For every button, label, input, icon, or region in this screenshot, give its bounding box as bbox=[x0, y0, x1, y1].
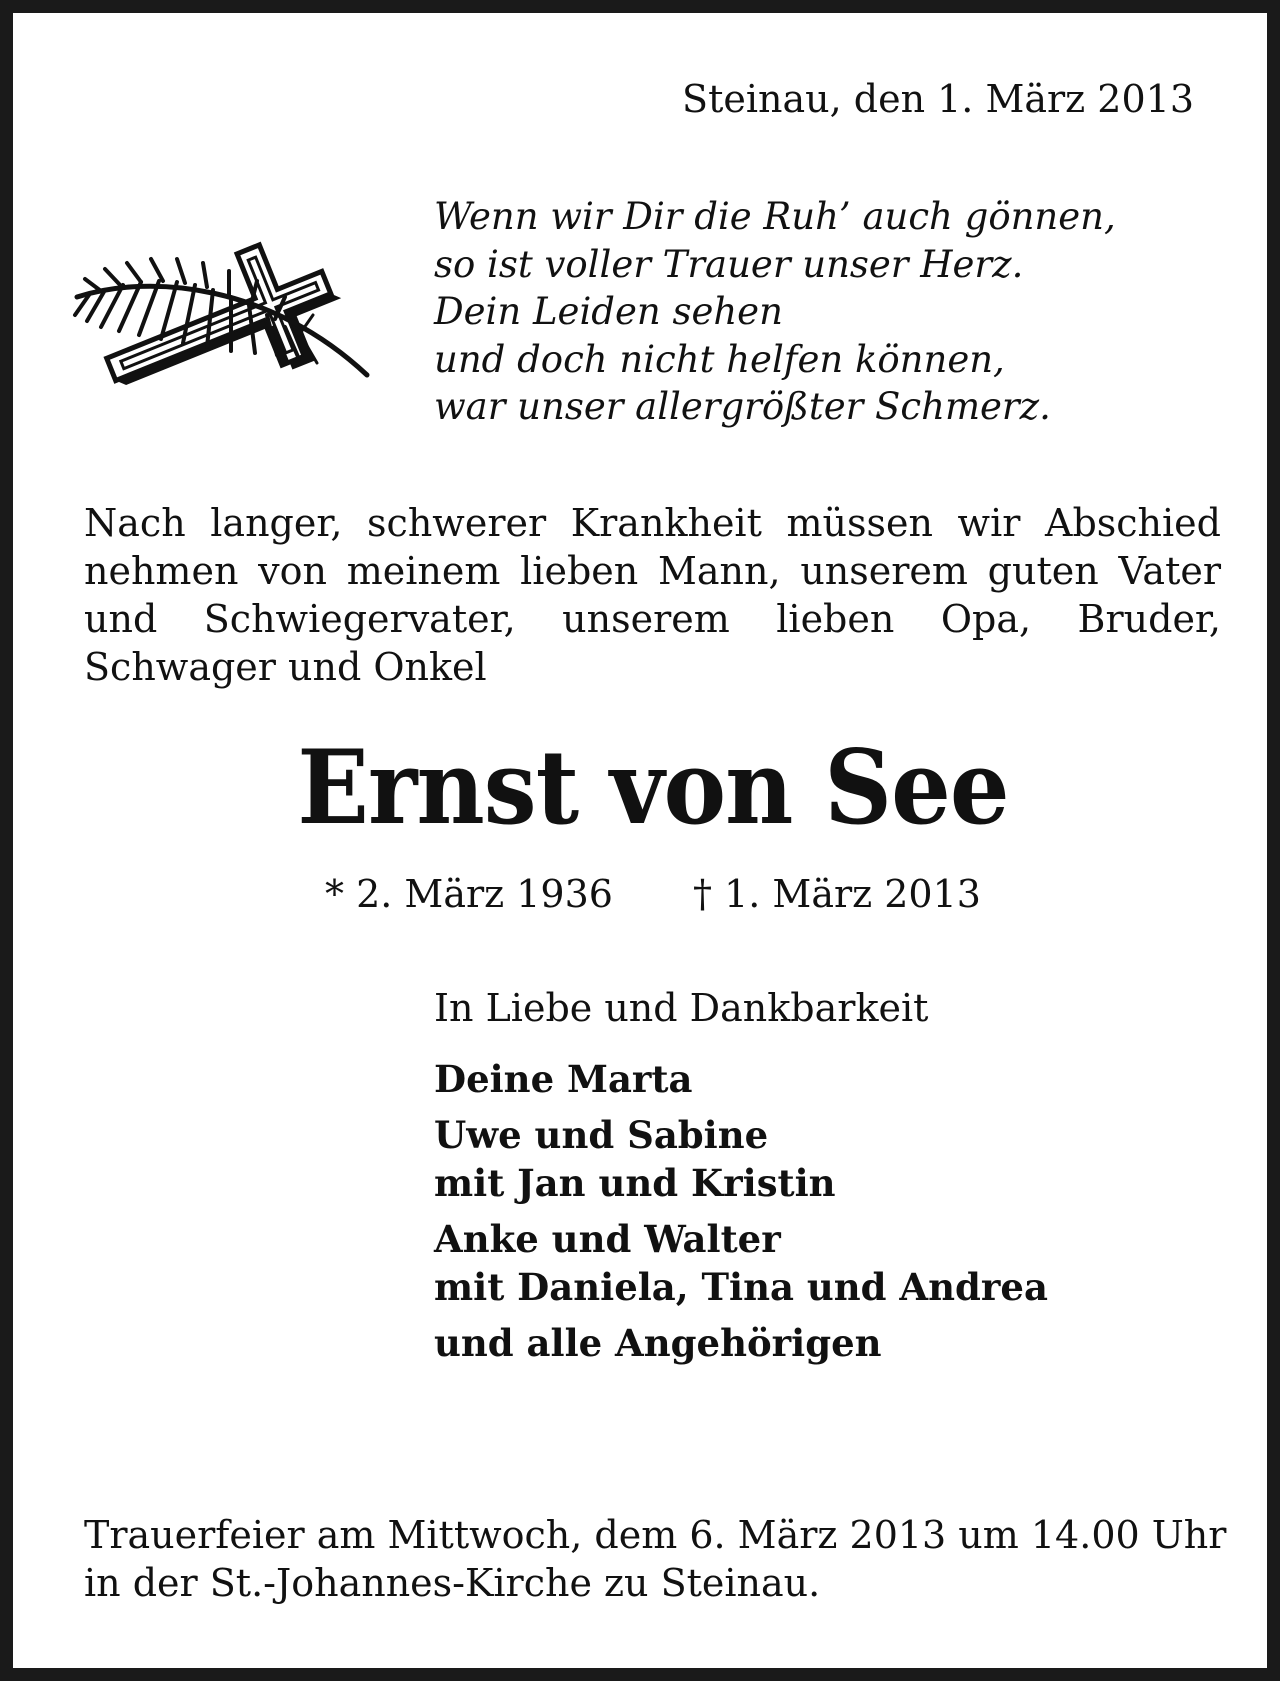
poem-line: und doch nicht helfen können, bbox=[434, 337, 1005, 381]
cross-with-palm-branch-icon bbox=[71, 235, 401, 385]
family-group bbox=[434, 1215, 1048, 1311]
intro-paragraph: Nach langer, schwerer Krankheit müssen wir Abschied nehmen von meinem lieben Mann, unserem guten Vater und Schwiegervater, unserem lieben Opa, Bruder, Schwager und Onkel bbox=[84, 501, 1221, 689]
place-date: Steinau, den 1. März 2013 bbox=[682, 77, 1194, 121]
death-date: † 1. März 2013 bbox=[693, 872, 981, 916]
family-line: mit Jan und Kristin bbox=[434, 1161, 836, 1205]
deceased-name: Ernst von See bbox=[297, 728, 1009, 848]
family-line: Anke und Walter bbox=[434, 1217, 781, 1261]
family-line: Deine Marta bbox=[434, 1057, 693, 1101]
memorial-poem bbox=[434, 193, 1116, 431]
family-line: mit Daniela, Tina und Andrea bbox=[434, 1265, 1048, 1309]
birth-date: * 2. März 1936 bbox=[325, 872, 613, 916]
service-line: Trauerfeier am Mittwoch, dem 6. März 2013 um 14.00 Uhr bbox=[84, 1513, 1227, 1557]
family-line: und alle Angehörigen bbox=[434, 1321, 882, 1365]
service-line: in der St.-Johannes-Kirche zu Steinau. bbox=[84, 1561, 821, 1605]
poem-line: so ist voller Trauer unser Herz. bbox=[434, 242, 1024, 286]
family-line: Uwe und Sabine bbox=[434, 1113, 769, 1157]
funeral-service-info bbox=[84, 1511, 1226, 1607]
family-list bbox=[434, 1055, 1048, 1375]
poem-line: Wenn wir Dir die Ruh’ auch gönnen, bbox=[434, 195, 1116, 238]
family-group bbox=[434, 1055, 1048, 1103]
poem-line: Dein Leiden sehen bbox=[434, 290, 783, 333]
signoff-text: In Liebe und Dankbarkeit bbox=[434, 986, 929, 1030]
poem-line: war unser allergrößter Schmerz. bbox=[434, 385, 1051, 428]
family-group bbox=[434, 1111, 1048, 1207]
family-group bbox=[434, 1319, 1048, 1367]
